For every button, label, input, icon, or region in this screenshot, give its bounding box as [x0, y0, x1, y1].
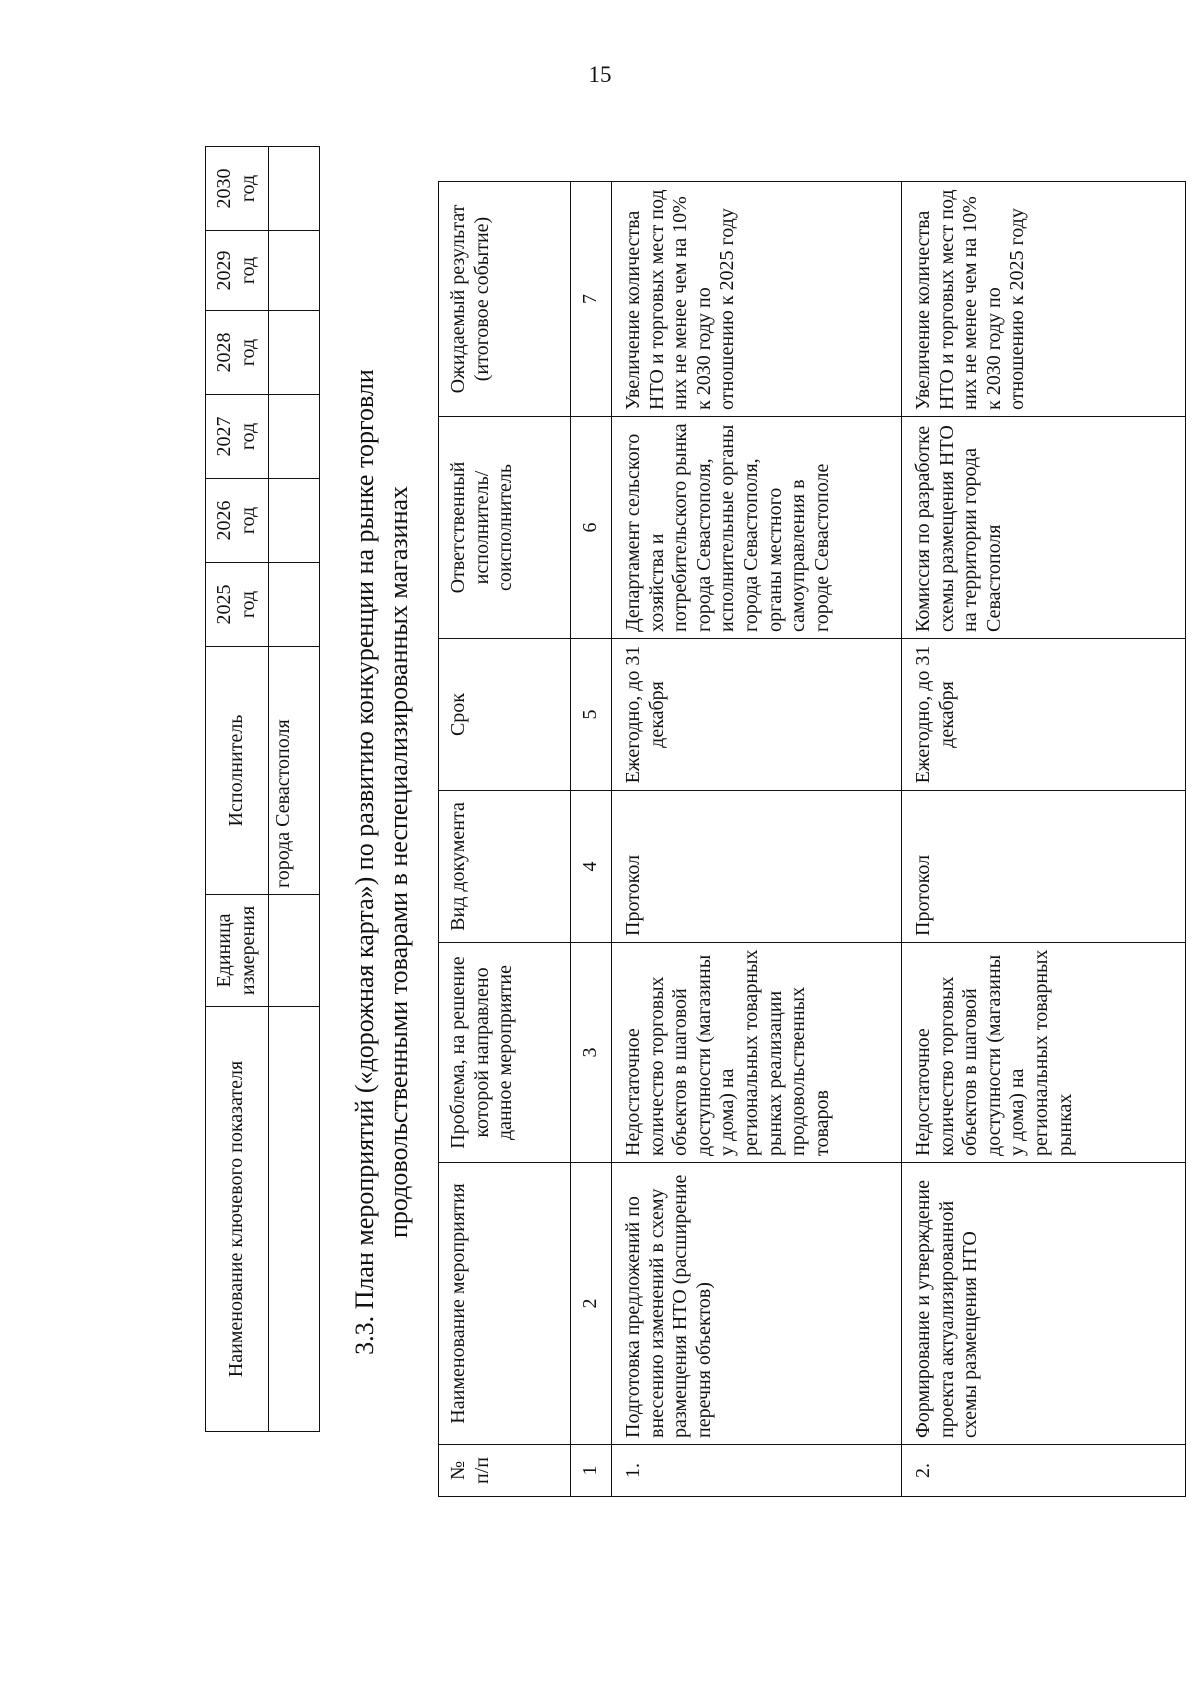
row-doc-type: Протокол: [902, 791, 1186, 943]
section-title: [348, 142, 416, 1582]
section-title-line-2: продовольственными товарами в неспециализированных магазинах: [383, 485, 413, 1239]
header-year-2026: 2026 год: [206, 479, 269, 563]
plan-column-number-row: [571, 182, 612, 1497]
header-executor: Исполнитель: [206, 647, 269, 895]
column-number: 2: [571, 1163, 612, 1445]
column-number: 6: [571, 417, 612, 639]
key-indicator-table: [205, 146, 320, 1432]
table-row: [902, 182, 1186, 1497]
cell-unit: [269, 895, 320, 1007]
section-title-line-1: 3.3. План мероприятий («дорожная карта») по развитию конкуренции на рынке торговли: [350, 369, 379, 1355]
cell-indicator-name: [269, 1007, 320, 1432]
header-unit: Единица измерения: [206, 895, 269, 1007]
plan-header-problem: Проблема, на решение которой направлено данное мероприятие: [439, 943, 571, 1163]
column-number: 7: [571, 182, 612, 417]
cell-2025: [269, 563, 320, 647]
cell-2027: [269, 395, 320, 479]
column-number: 4: [571, 791, 612, 943]
key-indicator-row: [269, 147, 320, 1432]
cell-executor: города Севастополя: [269, 647, 320, 895]
column-number: 1: [571, 1445, 612, 1497]
row-problem: Недостаточное количество торговых объектов в шаговой доступности (магазины у дома) на региональных товарных рынках: [902, 943, 1186, 1163]
plan-header-responsible: Ответственный исполнитель/ соисполнитель: [439, 417, 571, 639]
header-year-2027: 2027 год: [206, 395, 269, 479]
plan-header-row: [439, 182, 571, 1497]
row-responsible: Комиссия по разработке схемы размещения НТО на территории города Севастополя: [902, 417, 1186, 639]
plan-header-result: Ожидаемый результат (итоговое событие): [439, 182, 571, 417]
row-index: 1.: [612, 1445, 902, 1497]
row-index: 2.: [902, 1445, 1186, 1497]
header-year-2029: 2029 год: [206, 231, 269, 311]
row-action-name: Подготовка предложений по внесению изменений в схему размещения НТО (расширение перечня объектов): [612, 1163, 902, 1445]
row-doc-type: Протокол: [612, 791, 902, 943]
row-problem: Недостаточное количество торговых объектов в шаговой доступности (магазины у дома) на региональных товарных рынках реализации продовольственных товаров: [612, 943, 902, 1163]
cell-2029: [269, 231, 320, 311]
plan-header-deadline: Срок: [439, 639, 571, 791]
row-deadline: Ежегодно, до 31 декабря: [902, 639, 1186, 791]
rotated-content: [183, 142, 1076, 1582]
header-year-2025: 2025 год: [206, 563, 269, 647]
row-action-name: Формирование и утверждение проекта актуализированной схемы размещения НТО: [902, 1163, 1186, 1445]
row-responsible: Департамент сельского хозяйства и потребительского рынка города Севастополя, исполнительные органы города Севастополя, органы местного самоуправления в городе Севастополе: [612, 417, 902, 639]
plan-header-doc-type: Вид документа: [439, 791, 571, 943]
page-number: 15: [588, 62, 612, 87]
cell-2028: [269, 311, 320, 395]
header-year-2028: 2028 год: [206, 311, 269, 395]
key-indicator-header-row: [206, 147, 269, 1432]
cell-2030: [269, 147, 320, 231]
column-number: 5: [571, 639, 612, 791]
row-deadline: Ежегодно, до 31 декабря: [612, 639, 902, 791]
header-indicator-name: Наименование ключевого показателя: [206, 1007, 269, 1432]
plan-header-name: Наименование мероприятия: [439, 1163, 571, 1445]
cell-2026: [269, 479, 320, 563]
action-plan-table: [438, 181, 1186, 1497]
row-result: Увеличение количества НТО и торговых мест под них не менее чем на 10% к 2030 году по отношению к 2025 году: [902, 182, 1186, 417]
table-row: [612, 182, 902, 1497]
row-result: Увеличение количества НТО и торговых мест под них не менее чем на 10% к 2030 году по отношению к 2025 году: [612, 182, 902, 417]
header-year-2030: 2030 год: [206, 147, 269, 231]
plan-header-number: № п/п: [439, 1445, 571, 1497]
column-number: 3: [571, 943, 612, 1163]
